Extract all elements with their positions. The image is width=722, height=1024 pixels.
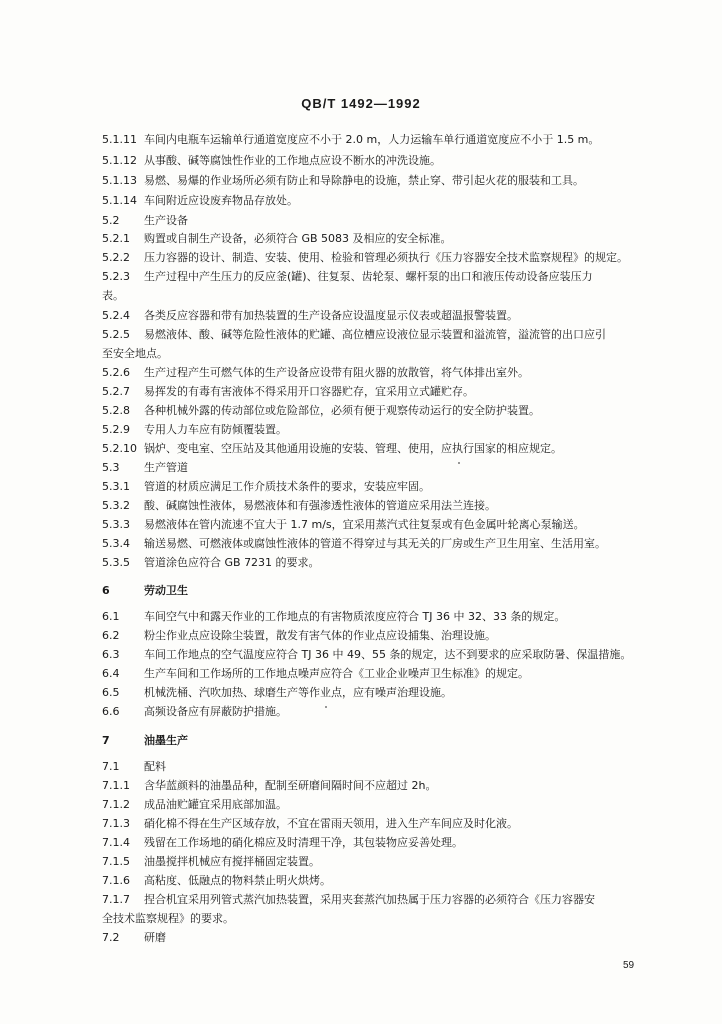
- clause-line: [102, 347, 662, 361]
- clause-line: [102, 537, 662, 551]
- clause-number: 5.2.2: [102, 251, 130, 264]
- clause-line: [102, 760, 662, 774]
- clause-number: 7.1.3: [102, 817, 130, 830]
- clause-line: [102, 798, 662, 812]
- clause-text: 各类反应容器和带有加热装置的生产设备应设温度显示仪表或超温报警装置。: [144, 309, 518, 322]
- section-heading: [102, 584, 662, 598]
- clause-number: 5.2.6: [102, 366, 130, 379]
- clause-text: 高粘度、低融点的物料禁止明火烘烤。: [144, 874, 331, 887]
- clause-line: [102, 629, 662, 643]
- clause-text: 车间空气中和露天作业的工作地点的有害物质浓度应符合 TJ 36 中 32、33 条的规定。: [144, 610, 566, 623]
- clause-line: [102, 423, 662, 437]
- clause-line: [102, 232, 662, 246]
- clause-text: 配料: [144, 760, 166, 773]
- clause-text: 管道的材质应满足工作介质技术条件的要求，安装应牢固。: [144, 480, 430, 493]
- clause-text: 粉尘作业点应设除尘装置，散发有害气体的作业点应设捕集、治理设施。: [144, 629, 496, 642]
- document-header: QB/T 1492—1992: [301, 96, 421, 111]
- clause-text: 车间附近应设废弃物品存放处。: [144, 194, 298, 207]
- clause-line: [102, 893, 662, 907]
- clause-number: 7.1.1: [102, 779, 130, 792]
- clause-line: [102, 874, 662, 888]
- clause-line: [102, 648, 662, 662]
- clause-number: 5.1.12: [102, 154, 137, 167]
- clause-line: [102, 289, 662, 303]
- section-title: 劳动卫生: [144, 584, 188, 597]
- clause-line: [102, 499, 662, 513]
- clause-line: [102, 610, 662, 624]
- clause-line: [102, 133, 662, 147]
- clause-number: 5.2.9: [102, 423, 130, 436]
- clause-line: [102, 385, 662, 399]
- clause-text: 成品油贮罐宜采用底部加温。: [144, 798, 287, 811]
- clause-line: [102, 404, 662, 418]
- clause-text: 残留在工作场地的硝化棉应及时清理干净，其包装物应妥善处理。: [144, 836, 463, 849]
- clause-number: 7.1.7: [102, 893, 130, 906]
- clause-number: 6.3: [102, 648, 120, 661]
- clause-line: [102, 931, 662, 945]
- clause-text: 购置或自制生产设备，必须符合 GB 5083 及相应的安全标准。: [144, 232, 452, 245]
- clause-line: [102, 214, 662, 228]
- clause-line: [102, 194, 662, 208]
- clause-line: [102, 817, 662, 831]
- clause-number: 5.3.3: [102, 518, 130, 531]
- clause-text: 硝化棉不得在生产区域存放，不宜在雷雨天领用，进入生产车间应及时化液。: [144, 817, 518, 830]
- clause-text: 含华蓝颜料的油墨品种，配制至研磨间隔时间不应超过 2h。: [144, 779, 437, 792]
- clause-number: 6.4: [102, 667, 120, 680]
- clause-line: [102, 556, 662, 570]
- clause-text: 全技术监察规程》的要求。: [102, 912, 234, 925]
- clause-line: [102, 779, 662, 793]
- clause-line: [102, 154, 662, 168]
- clause-line: [102, 480, 662, 494]
- clause-text: 易燃液体在管内流速不宜大于 1.7 m/s，宜采用蒸汽式往复泵或有色金属叶轮离心泵输送。: [144, 518, 585, 531]
- clause-number: 7.1.6: [102, 874, 130, 887]
- clause-number: 5.3.4: [102, 537, 130, 550]
- clause-number: 7.1.2: [102, 798, 130, 811]
- clause-line: [102, 461, 662, 475]
- clause-text: 生产管道: [144, 461, 188, 474]
- scan-speck: [325, 706, 327, 708]
- clause-text: 捏合机宜采用列管式蒸汽加热装置，采用夹套蒸汽加热属于压力容器的必须符合《压力容器安: [144, 893, 595, 906]
- clause-number: 5.1.11: [102, 133, 137, 146]
- clause-number: 5.2.4: [102, 309, 130, 322]
- clause-number: 5.3.2: [102, 499, 130, 512]
- clause-number: 5.1.13: [102, 174, 137, 187]
- clause-text: 酸、碱腐蚀性液体，易燃液体和有强渗透性液体的管道应采用法兰连接。: [144, 499, 496, 512]
- clause-number: 7.1.5: [102, 855, 130, 868]
- clause-line: [102, 366, 662, 380]
- clause-line: [102, 328, 662, 342]
- clause-text: 易燃液体、酸、碱等危险性液体的贮罐、高位槽应设液位显示装置和溢流管，溢流管的出口应引: [144, 328, 606, 341]
- clause-text: 至安全地点。: [102, 347, 168, 360]
- clause-number: 7.1: [102, 760, 120, 773]
- clause-line: [102, 174, 662, 188]
- clause-number: 5.3.5: [102, 556, 130, 569]
- clause-line: [102, 442, 662, 456]
- clause-text: 车间工作地点的空气温度应符合 TJ 36 中 49、55 条的规定，达不到要求的应采取防暑、保温措施。: [144, 648, 632, 661]
- clause-text: 生产过程中产生压力的反应釜(罐)、往复泵、齿轮泵、螺杆泵的出口和液压传动设备应装压力: [144, 270, 593, 283]
- clause-number: 6.1: [102, 610, 120, 623]
- clause-text: 生产车间和工作场所的工作地点噪声应符合《工业企业噪声卫生标准》的规定。: [144, 667, 529, 680]
- clause-number: 5.2.5: [102, 328, 130, 341]
- clause-number: 5.2.1: [102, 232, 130, 245]
- clause-number: 5.2.7: [102, 385, 130, 398]
- clause-number: 5.3.1: [102, 480, 130, 493]
- clause-number: 5.2.10: [102, 442, 137, 455]
- clause-text: 专用人力车应有防倾覆装置。: [144, 423, 287, 436]
- clause-line: [102, 667, 662, 681]
- clause-line: [102, 836, 662, 850]
- clause-line: [102, 705, 662, 719]
- clause-line: [102, 686, 662, 700]
- scan-speck: [458, 462, 460, 464]
- section-number: 6: [102, 584, 110, 597]
- clause-text: 输送易燃、可燃液体或腐蚀性液体的管道不得穿过与其无关的厂房或生产卫生用室、生活用室。: [144, 537, 606, 550]
- section-heading: [102, 734, 662, 748]
- clause-text: 研磨: [144, 931, 166, 944]
- clause-number: 7.2: [102, 931, 120, 944]
- clause-text: 油墨搅拌机械应有搅拌桶固定装置。: [144, 855, 320, 868]
- clause-text: 生产过程产生可燃气体的生产设备应设带有阻火器的放散管，将气体排出室外。: [144, 366, 529, 379]
- clause-text: 生产设备: [144, 214, 188, 227]
- clause-text: 车间内电瓶车运输单行通道宽度应不小于 2.0 m，人力运输车单行通道宽度应不小于 1.5 m。: [144, 133, 600, 146]
- clause-line: [102, 912, 662, 926]
- clause-text: 锅炉、变电室、空压站及其他通用设施的安装、管理、使用，应执行国家的相应规定。: [144, 442, 562, 455]
- clause-number: 6.5: [102, 686, 120, 699]
- clause-number: 5.2: [102, 214, 120, 227]
- section-title: 油墨生产: [144, 734, 188, 747]
- clause-line: [102, 855, 662, 869]
- clause-text: 易挥发的有毒有害液体不得采用开口容器贮存，宜采用立式罐贮存。: [144, 385, 474, 398]
- clause-number: 5.2.3: [102, 270, 130, 283]
- clause-line: [102, 270, 662, 284]
- clause-text: 压力容器的设计、制造、安装、使用、检验和管理必须执行《压力容器安全技术监察规程》的规定。: [144, 251, 628, 264]
- clause-text: 各种机械外露的传动部位或危险部位，必须有便于观察传动运行的安全防护装置。: [144, 404, 540, 417]
- section-number: 7: [102, 734, 110, 747]
- clause-line: [102, 309, 662, 323]
- clause-line: [102, 518, 662, 532]
- clause-text: 高频设备应有屏蔽防护措施。: [144, 705, 287, 718]
- clause-number: 5.2.8: [102, 404, 130, 417]
- clause-line: [102, 251, 662, 265]
- clause-text: 从事酸、碱等腐蚀性作业的工作地点应设不断水的冲洗设施。: [144, 154, 441, 167]
- clause-number: 6.2: [102, 629, 120, 642]
- clause-number: 5.3: [102, 461, 120, 474]
- clause-text: 表。: [102, 289, 124, 302]
- page-number: 59: [623, 960, 635, 971]
- clause-text: 易燃、易爆的作业场所必须有防止和导除静电的设施，禁止穿、带引起火花的服装和工具。: [144, 174, 584, 187]
- clause-text: 管道涂色应符合 GB 7231 的要求。: [144, 556, 320, 569]
- clause-number: 6.6: [102, 705, 120, 718]
- clause-number: 5.1.14: [102, 194, 137, 207]
- clause-text: 机械洗桶、汽吹加热、球磨生产等作业点，应有噪声治理设施。: [144, 686, 452, 699]
- clause-number: 7.1.4: [102, 836, 130, 849]
